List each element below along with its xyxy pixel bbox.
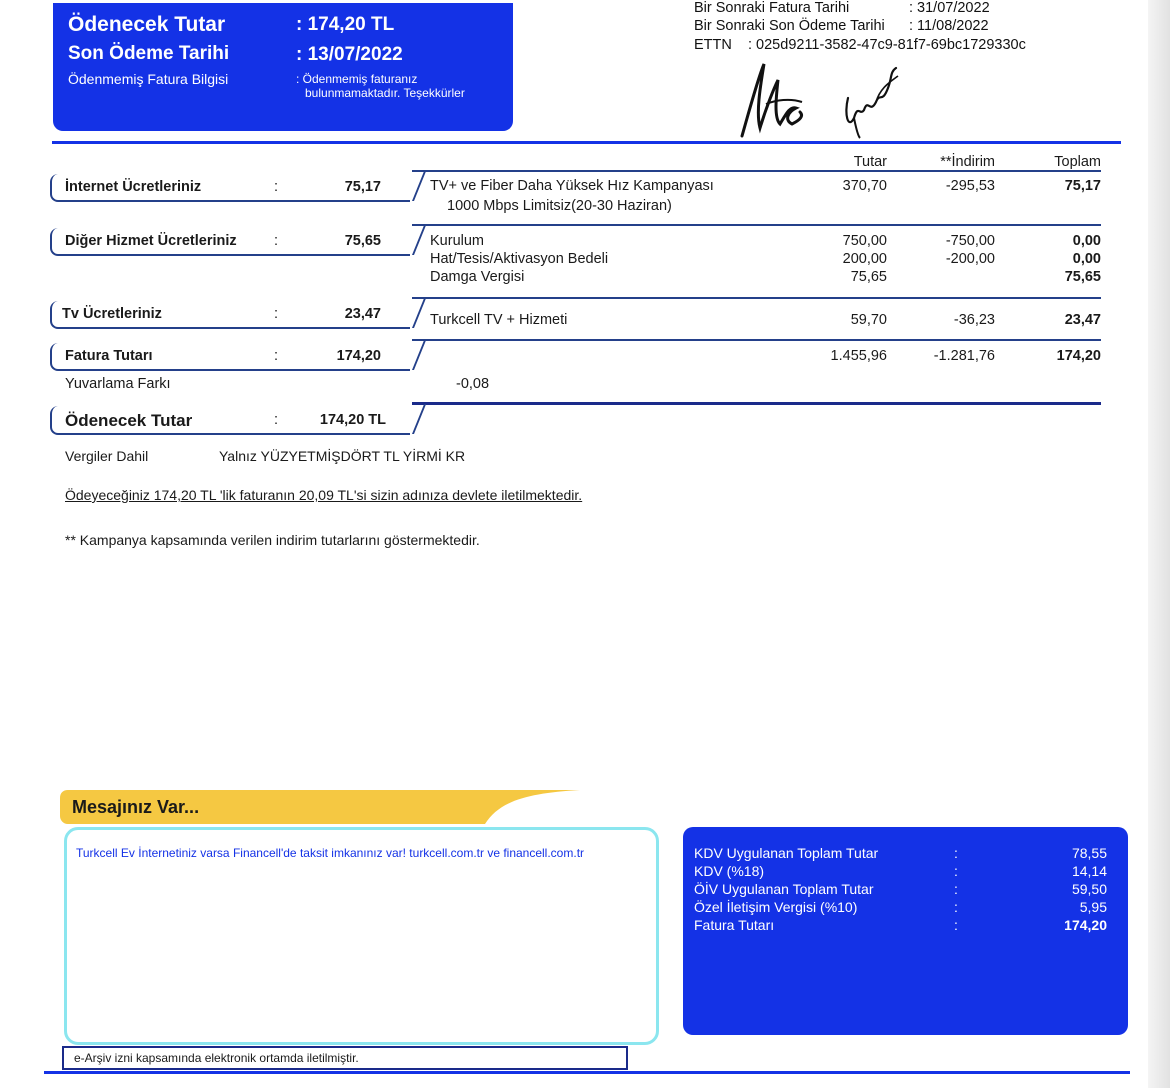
message-body: Turkcell Ev İnternetiniz varsa Financell'de taksit imkanınız var! turkcell.com.tr ve financell.com.tr [76,846,585,860]
tax-row-value: 14,14 [1071,863,1107,879]
internet-colon: : [274,179,279,195]
line-item-discount: -36,23 [953,312,995,328]
line-item-discount: -295,53 [945,178,995,194]
line-item-total: 0,00 [1072,233,1101,249]
line-item-discount: -200,00 [945,251,995,267]
payable-amount: 174,20 TL [319,412,386,428]
tax-row-label: KDV Uygulanan Toplam Tutar [694,845,879,861]
message-title: Mesajınız Var... [72,797,200,817]
invoice-total-label: Fatura Tutarı [65,348,153,364]
tax-row-label: KDV (%18) [694,863,765,879]
tax-row-colon: : [954,845,958,861]
rounding-label: Yuvarlama Farkı [65,376,171,392]
section-line [412,402,1101,405]
tax-row-colon: : [954,899,958,915]
section-line [412,297,1101,299]
line-item-total: 75,17 [1064,178,1101,194]
next-due-value: : 11/08/2022 [909,18,989,34]
line-item-discount: -750,00 [945,233,995,249]
line-item-amount: 59,70 [850,312,887,328]
unpaid-label: Ödenmemiş Fatura Bilgisi [68,71,229,87]
tax-row-value: 78,55 [1071,845,1107,861]
line-item-total: 23,47 [1064,312,1101,328]
amount-due-label: Ödenecek Tutar [68,13,226,36]
line-item-amount: 370,70 [842,178,887,194]
e-archive-note: e-Arşiv izni kapsamında elektronik ortamda iletilmiştir. [62,1046,628,1070]
due-date-value: : 13/07/2022 [296,44,403,65]
tax-row-colon: : [954,863,958,879]
signature-image [730,58,910,142]
tax-row-value: 5,95 [1079,899,1107,915]
invoice-total-colon: : [274,348,279,364]
line-item-name: Hat/Tesis/Aktivasyon Bedeli [430,251,609,267]
line-item-amount: 750,00 [842,233,887,249]
section-line [412,170,1101,172]
tax-row-label: ÖİV Uygulanan Toplam Tutar [694,881,874,897]
line-item-amount: 75,65 [850,269,887,285]
next-invoice-value: : 31/07/2022 [909,0,990,16]
tax-row-label: Özel İletişim Vergisi (%10) [694,899,858,915]
due-date-label: Son Ödeme Tarihi [68,43,230,64]
tv-label: Tv Ücretleriniz [62,306,162,322]
line-item-total: 0,00 [1072,251,1101,267]
amount-in-words: Yalnız YÜZYETMİŞDÖRT TL YİRMİ KR [219,448,466,464]
column-discount: **İndirim [940,154,995,170]
tv-colon: : [274,306,279,322]
invoice-total-amount: 174,20 [336,348,381,364]
section-line [412,339,1101,341]
taxes-included: Vergiler Dahil [65,448,149,464]
line-item-total: 75,65 [1064,269,1101,285]
section-line [412,224,1101,226]
tv-amount: 23,47 [344,306,381,322]
ettn-label: ETTN [694,37,732,53]
tax-row-value: 59,50 [1071,881,1107,897]
line-item-name: Damga Vergisi [430,269,525,285]
rounding-value: -0,08 [456,376,490,392]
unpaid-value-line1: : Ödenmemiş faturanız [296,72,418,86]
footer-divider [44,1071,1130,1074]
next-invoice-label: Bir Sonraki Fatura Tarihi [694,0,850,16]
state-share-note: Ödeyeceğiniz 174,20 TL 'lik faturanın 20,09 TL'si sizin adınıza devlete iletilmektedir. [65,487,583,503]
other-services-colon: : [274,233,279,249]
column-amount: Tutar [853,154,887,170]
tax-row-colon: : [954,917,958,933]
tax-row-value: 174,20 [1064,917,1107,933]
payment-summary-box [53,3,513,131]
sum-amount: 1.455,96 [830,348,887,364]
ettn-value: : 025d9211-3582-47c9-81f7-69bc1729330c [748,37,1026,53]
line-item-amount: 200,00 [842,251,887,267]
line-item-name: Turkcell TV + Hizmeti [430,312,568,328]
payable-label: Ödenecek Tutar [65,411,193,430]
page-edge [1148,0,1170,1088]
tax-row-label: Fatura Tutarı [694,917,775,933]
unpaid-value-line2: bulunmamaktadır. Teşekkürler [305,86,465,100]
sum-discount: -1.281,76 [933,348,995,364]
column-total: Toplam [1054,154,1101,170]
line-item-name: TV+ ve Fiber Daha Yüksek Hız Kampanyası [430,178,714,194]
line-item-detail: 1000 Mbps Limitsiz(20-30 Haziran) [447,198,672,214]
other-services-amount: 75,65 [344,233,381,249]
internet-label: İnternet Ücretleriniz [65,179,202,195]
line-item-name: Kurulum [430,233,484,249]
amount-due-value: : 174,20 TL [296,14,395,35]
sum-total: 174,20 [1056,348,1101,364]
header-divider [52,141,1121,144]
discount-note: ** Kampanya kapsamında verilen indirim tutarlarını göstermektedir. [65,532,480,548]
tax-row-colon: : [954,881,958,897]
other-services-label: Diğer Hizmet Ücretleriniz [65,233,237,249]
next-due-label: Bir Sonraki Son Ödeme Tarihi [694,18,885,34]
payable-colon: : [274,412,279,428]
internet-amount: 75,17 [344,179,381,195]
